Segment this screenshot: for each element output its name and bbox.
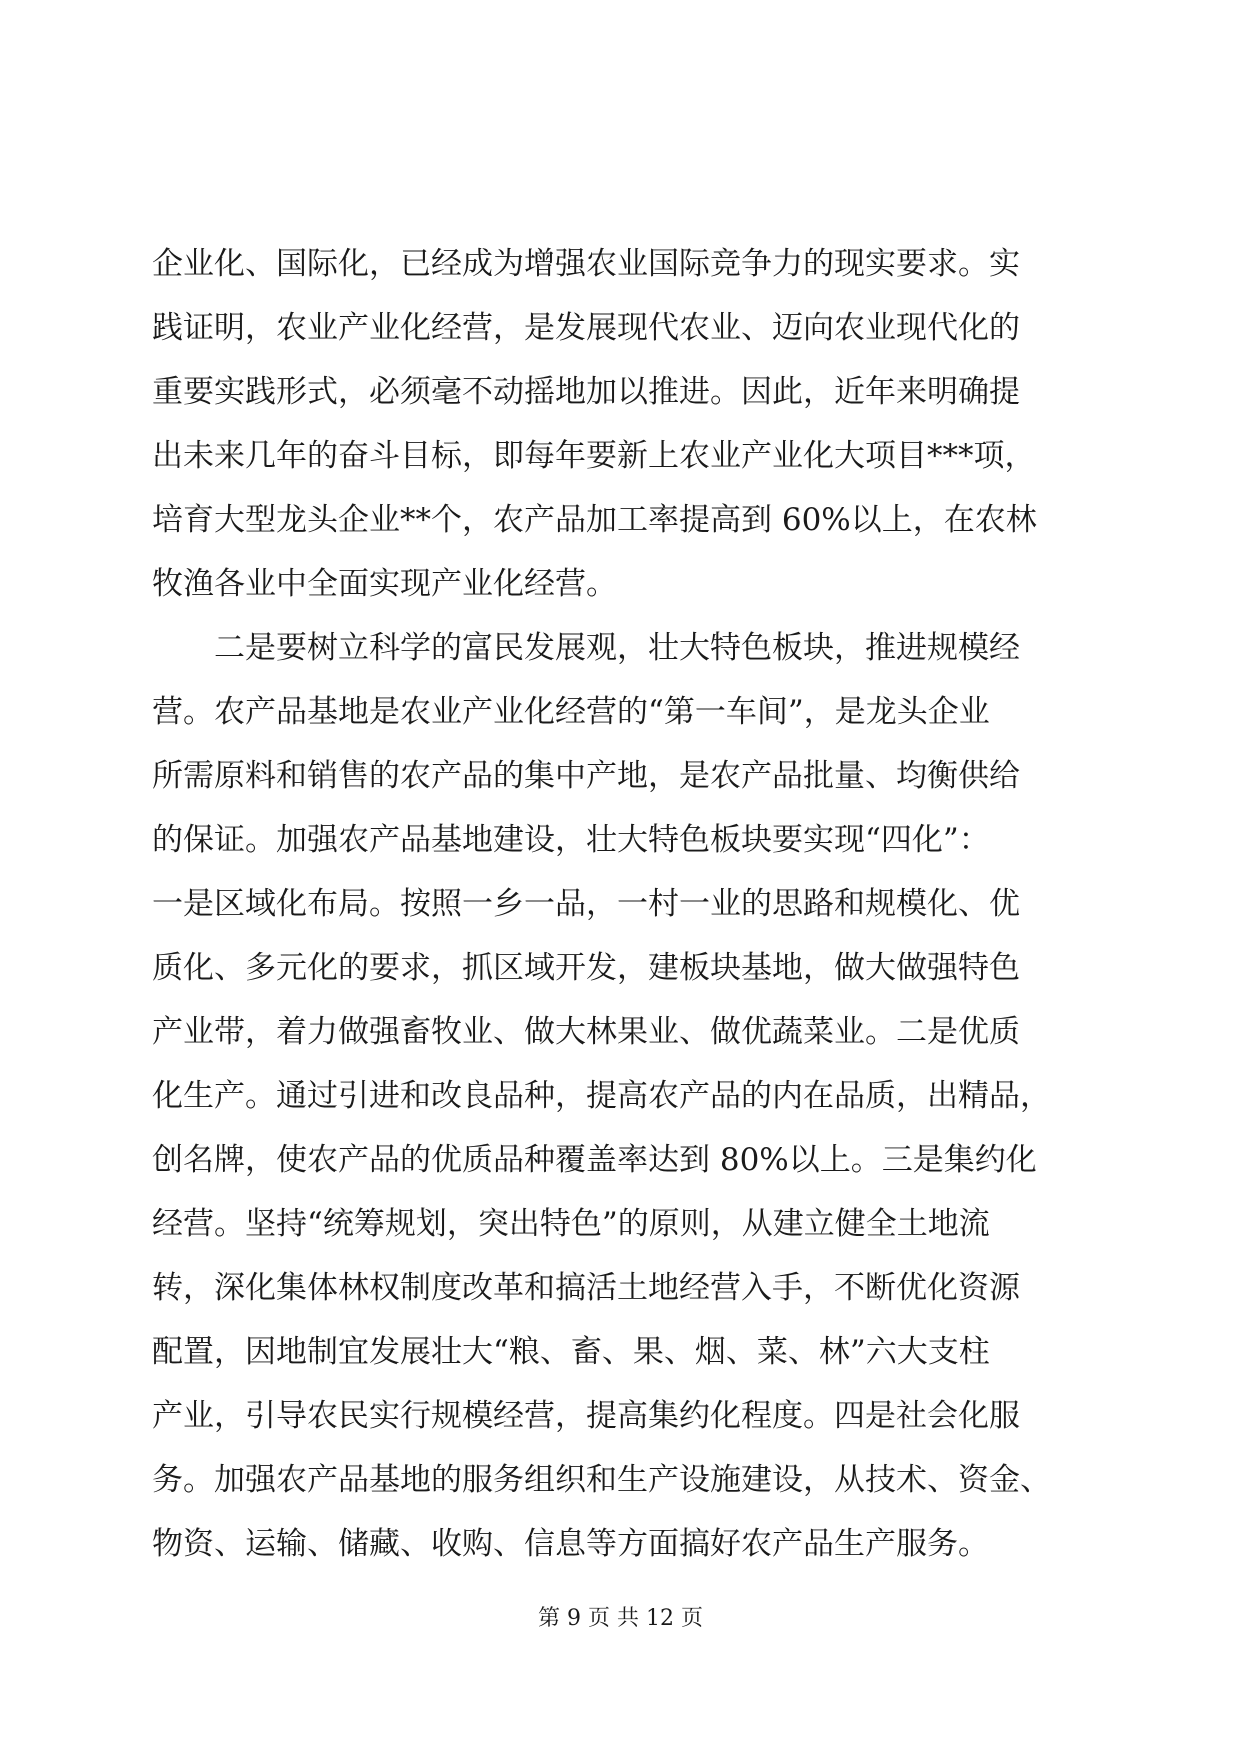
text-line: 化生产。通过引进和改良品种，提高农产品的内在品质，出精品，	[152, 1078, 1051, 1114]
text-line: 践证明，农业产业化经营，是发展现代农业、迈向农业现代化的	[152, 310, 1020, 346]
text-line: 牧渔各业中全面实现产业化经营。	[152, 566, 617, 602]
text-line: 出未来几年的奋斗目标，即每年要新上农业产业化大项目***项，	[152, 438, 1036, 474]
page-number-footer: 第 9 页 共 12 页	[538, 1606, 703, 1631]
text-line: 产业带，着力做强畜牧业、做大林果业、做优蔬菜业。二是优质	[152, 1014, 1020, 1050]
text-line: 培育大型龙头企业**个，农产品加工率提高到 60%以上，在农林	[152, 502, 1037, 538]
text-line: 二是要树立科学的富民发展观，壮大特色板块，推进规模经	[152, 630, 1020, 666]
text-line: 营。农产品基地是农业产业化经营的“第一车间”，是龙头企业	[152, 694, 990, 730]
text-line: 创名牌，使农产品的优质品种覆盖率达到 80%以上。三是集约化	[152, 1142, 1037, 1178]
text-line: 转，深化集体林权制度改革和搞活土地经营入手，不断优化资源	[152, 1270, 1020, 1306]
body-text	[152, 232, 1092, 1576]
text-line: 质化、多元化的要求，抓区域开发，建板块基地，做大做强特色	[152, 950, 1020, 986]
text-line: 务。加强农产品基地的服务组织和生产设施建设，从技术、资金、	[152, 1462, 1051, 1498]
text-line: 重要实践形式，必须毫不动摇地加以推进。因此，近年来明确提	[152, 374, 1020, 410]
text-line: 企业化、国际化，已经成为增强农业国际竞争力的现实要求。实	[152, 246, 1020, 282]
text-line: 产业，引导农民实行规模经营，提高集约化程度。四是社会化服	[152, 1398, 1020, 1434]
text-line: 一是区域化布局。按照一乡一品，一村一业的思路和规模化、优	[152, 886, 1020, 922]
text-line: 配置，因地制宜发展壮大“粮、畜、果、烟、菜、林”六大支柱	[152, 1334, 990, 1370]
text-line: 所需原料和销售的农产品的集中产地，是农产品批量、均衡供给	[152, 758, 1020, 794]
text-line: 的保证。加强农产品基地建设，壮大特色板块要实现“四化”：	[152, 822, 990, 858]
text-line: 经营。坚持“统筹规划，突出特色”的原则，从建立健全土地流	[152, 1206, 990, 1242]
text-line: 物资、运输、储藏、收购、信息等方面搞好农产品生产服务。	[152, 1526, 989, 1562]
